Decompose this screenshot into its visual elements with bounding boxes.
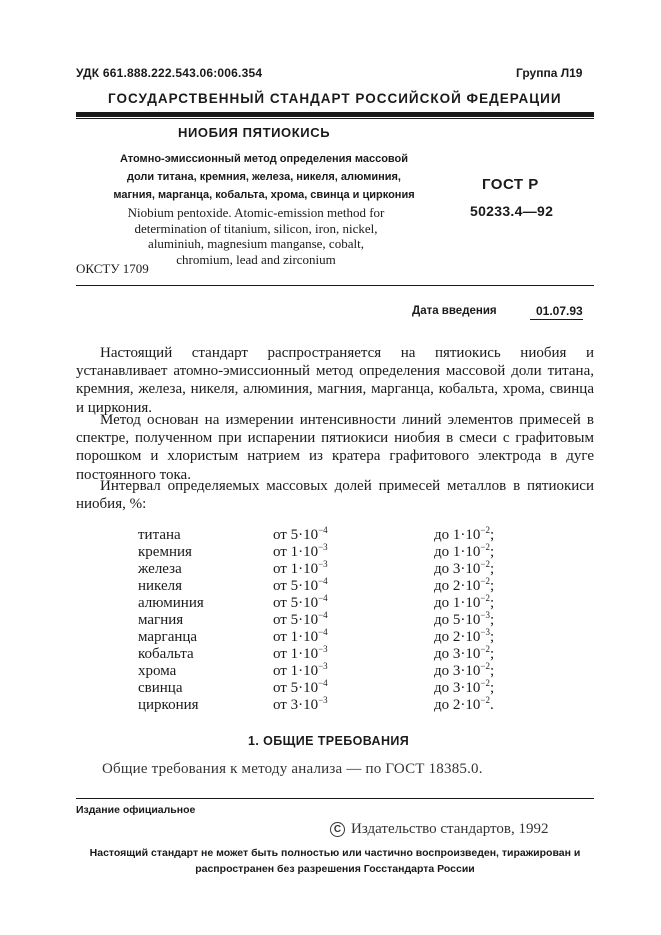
- divider: [76, 285, 594, 286]
- range-to: до $2\cdot 10^{-2}$.: [434, 695, 494, 713]
- footer-divider: [76, 798, 594, 799]
- range-from: от $5\cdot 10^{-4}$: [273, 678, 328, 696]
- paragraph-method-text: Метод основан на измерении интенсивности линий элементов примесей в спектре, полученном при испарении пятиокиси ниобия в смеси с графитовым порошком и хлористым натрием из кратера графитового электрода в дуге постоянного тока.: [76, 412, 594, 483]
- header-rule-thin: [76, 118, 594, 119]
- range-element: марганца: [138, 629, 198, 645]
- copyright: [330, 821, 548, 838]
- range-to: до $3\cdot 10^{-2}$;: [434, 644, 495, 662]
- range-from: от $3\cdot 10^{-3}$: [273, 695, 328, 713]
- russian-subtitle: [76, 150, 452, 204]
- english-subtitle: [76, 205, 436, 267]
- range-from: от $1\cdot 10^{-3}$: [273, 559, 328, 577]
- range-to: до $3\cdot 10^{-2}$;: [434, 661, 495, 679]
- paragraph-range-intro: [76, 477, 594, 513]
- range-element: хрома: [138, 663, 177, 679]
- copyright-text: Издательство стандартов, 1992: [351, 821, 549, 837]
- paragraph-method: [76, 411, 594, 484]
- range-from: от $5\cdot 10^{-4}$: [273, 610, 328, 628]
- english-subtitle-line: chromium, lead and zirconium: [176, 251, 336, 267]
- paragraph-scope: [76, 344, 594, 417]
- group-code: Группа Л19: [516, 66, 583, 80]
- range-to: до $2\cdot 10^{-3}$;: [434, 627, 495, 645]
- standard-name: НИОБИЯ ПЯТИОКИСЬ: [178, 125, 331, 140]
- date-label: Дата введения: [412, 305, 497, 317]
- range-from: от $1\cdot 10^{-3}$: [273, 644, 328, 662]
- range-to: до $3\cdot 10^{-2}$;: [434, 559, 495, 577]
- range-from: от $5\cdot 10^{-4}$: [273, 593, 328, 611]
- range-element: циркония: [138, 697, 199, 713]
- range-element: кобальта: [138, 646, 194, 662]
- header-rule-thick: [76, 112, 594, 117]
- range-to: до $3\cdot 10^{-2}$;: [434, 678, 495, 696]
- section-title: 1. ОБЩИЕ ТРЕБОВАНИЯ: [248, 734, 410, 748]
- okstu-code: ОКСТУ 1709: [76, 261, 149, 276]
- range-element: кремния: [138, 544, 192, 560]
- russian-subtitle-line: Атомно-эмиссионный метод определения массовой: [119, 153, 409, 165]
- range-element: железа: [138, 561, 182, 577]
- range-element: магния: [138, 612, 184, 628]
- udk-code: УДК 661.888.222.543.06:006.354: [76, 66, 263, 80]
- range-from: от $5\cdot 10^{-4}$: [273, 525, 328, 543]
- edition-label: Издание официальное: [76, 804, 196, 816]
- english-subtitle-line: determination of titanium, silicon, iron, nickel,: [134, 220, 378, 236]
- english-subtitle-line: Niobium pentoxide. Atomic-emission method for: [127, 205, 385, 220]
- russian-subtitle-line: доли титана, кремния, железа, никеля, алюминия,: [126, 171, 401, 183]
- reproduction-notice: Настоящий стандарт не может быть полностью или частично воспроизведен, тиражирован и распространен без разрешения Госстандарта России: [89, 847, 581, 875]
- section-text: Общие требования к методу анализа — по ГОСТ 18385.0.: [102, 761, 483, 777]
- range-from: от $1\cdot 10^{-3}$: [273, 542, 328, 560]
- copyright-icon: C: [330, 822, 345, 837]
- range-from: от $1\cdot 10^{-4}$: [273, 627, 328, 645]
- english-subtitle-line: aluminiuh, magnesium manganse, cobalt,: [148, 236, 364, 251]
- range-to: до $1\cdot 10^{-2}$;: [434, 593, 495, 611]
- russian-subtitle-line: магния, марганца, кобальта, хрома, свинца и циркония: [113, 189, 415, 201]
- paragraph-range-intro-text: Интервал определяемых массовых долей примесей металлов в пятиокиси ниобия, %:: [76, 478, 594, 513]
- range-to: до $5\cdot 10^{-3}$;: [434, 610, 495, 628]
- paragraph-scope-text: Настоящий стандарт распространяется на пятиокись ниобия и устанавливает атомно-эмиссионный метод определения массовой доли титана, кремния, железа, никеля, алюминия, магния, марганца, кобальта, хрома, свинца и циркония.: [76, 345, 594, 416]
- date-value: 01.07.93: [530, 304, 583, 320]
- range-element: алюминия: [138, 595, 204, 611]
- range-to: до $1\cdot 10^{-2}$;: [434, 542, 495, 560]
- range-element: никеля: [138, 578, 183, 594]
- range-from: от $1\cdot 10^{-3}$: [273, 661, 328, 679]
- range-to: до $2\cdot 10^{-2}$;: [434, 576, 495, 594]
- range-element: титана: [138, 527, 181, 543]
- gost-number: 50233.4—92: [470, 203, 554, 219]
- page-title: ГОСУДАРСТВЕННЫЙ СТАНДАРТ РОССИЙСКОЙ ФЕДЕРАЦИИ: [108, 91, 562, 106]
- range-element: свинца: [138, 680, 183, 696]
- range-from: от $5\cdot 10^{-4}$: [273, 576, 328, 594]
- range-to: до $1\cdot 10^{-2}$;: [434, 525, 495, 543]
- gost-label: ГОСТ Р: [482, 176, 539, 193]
